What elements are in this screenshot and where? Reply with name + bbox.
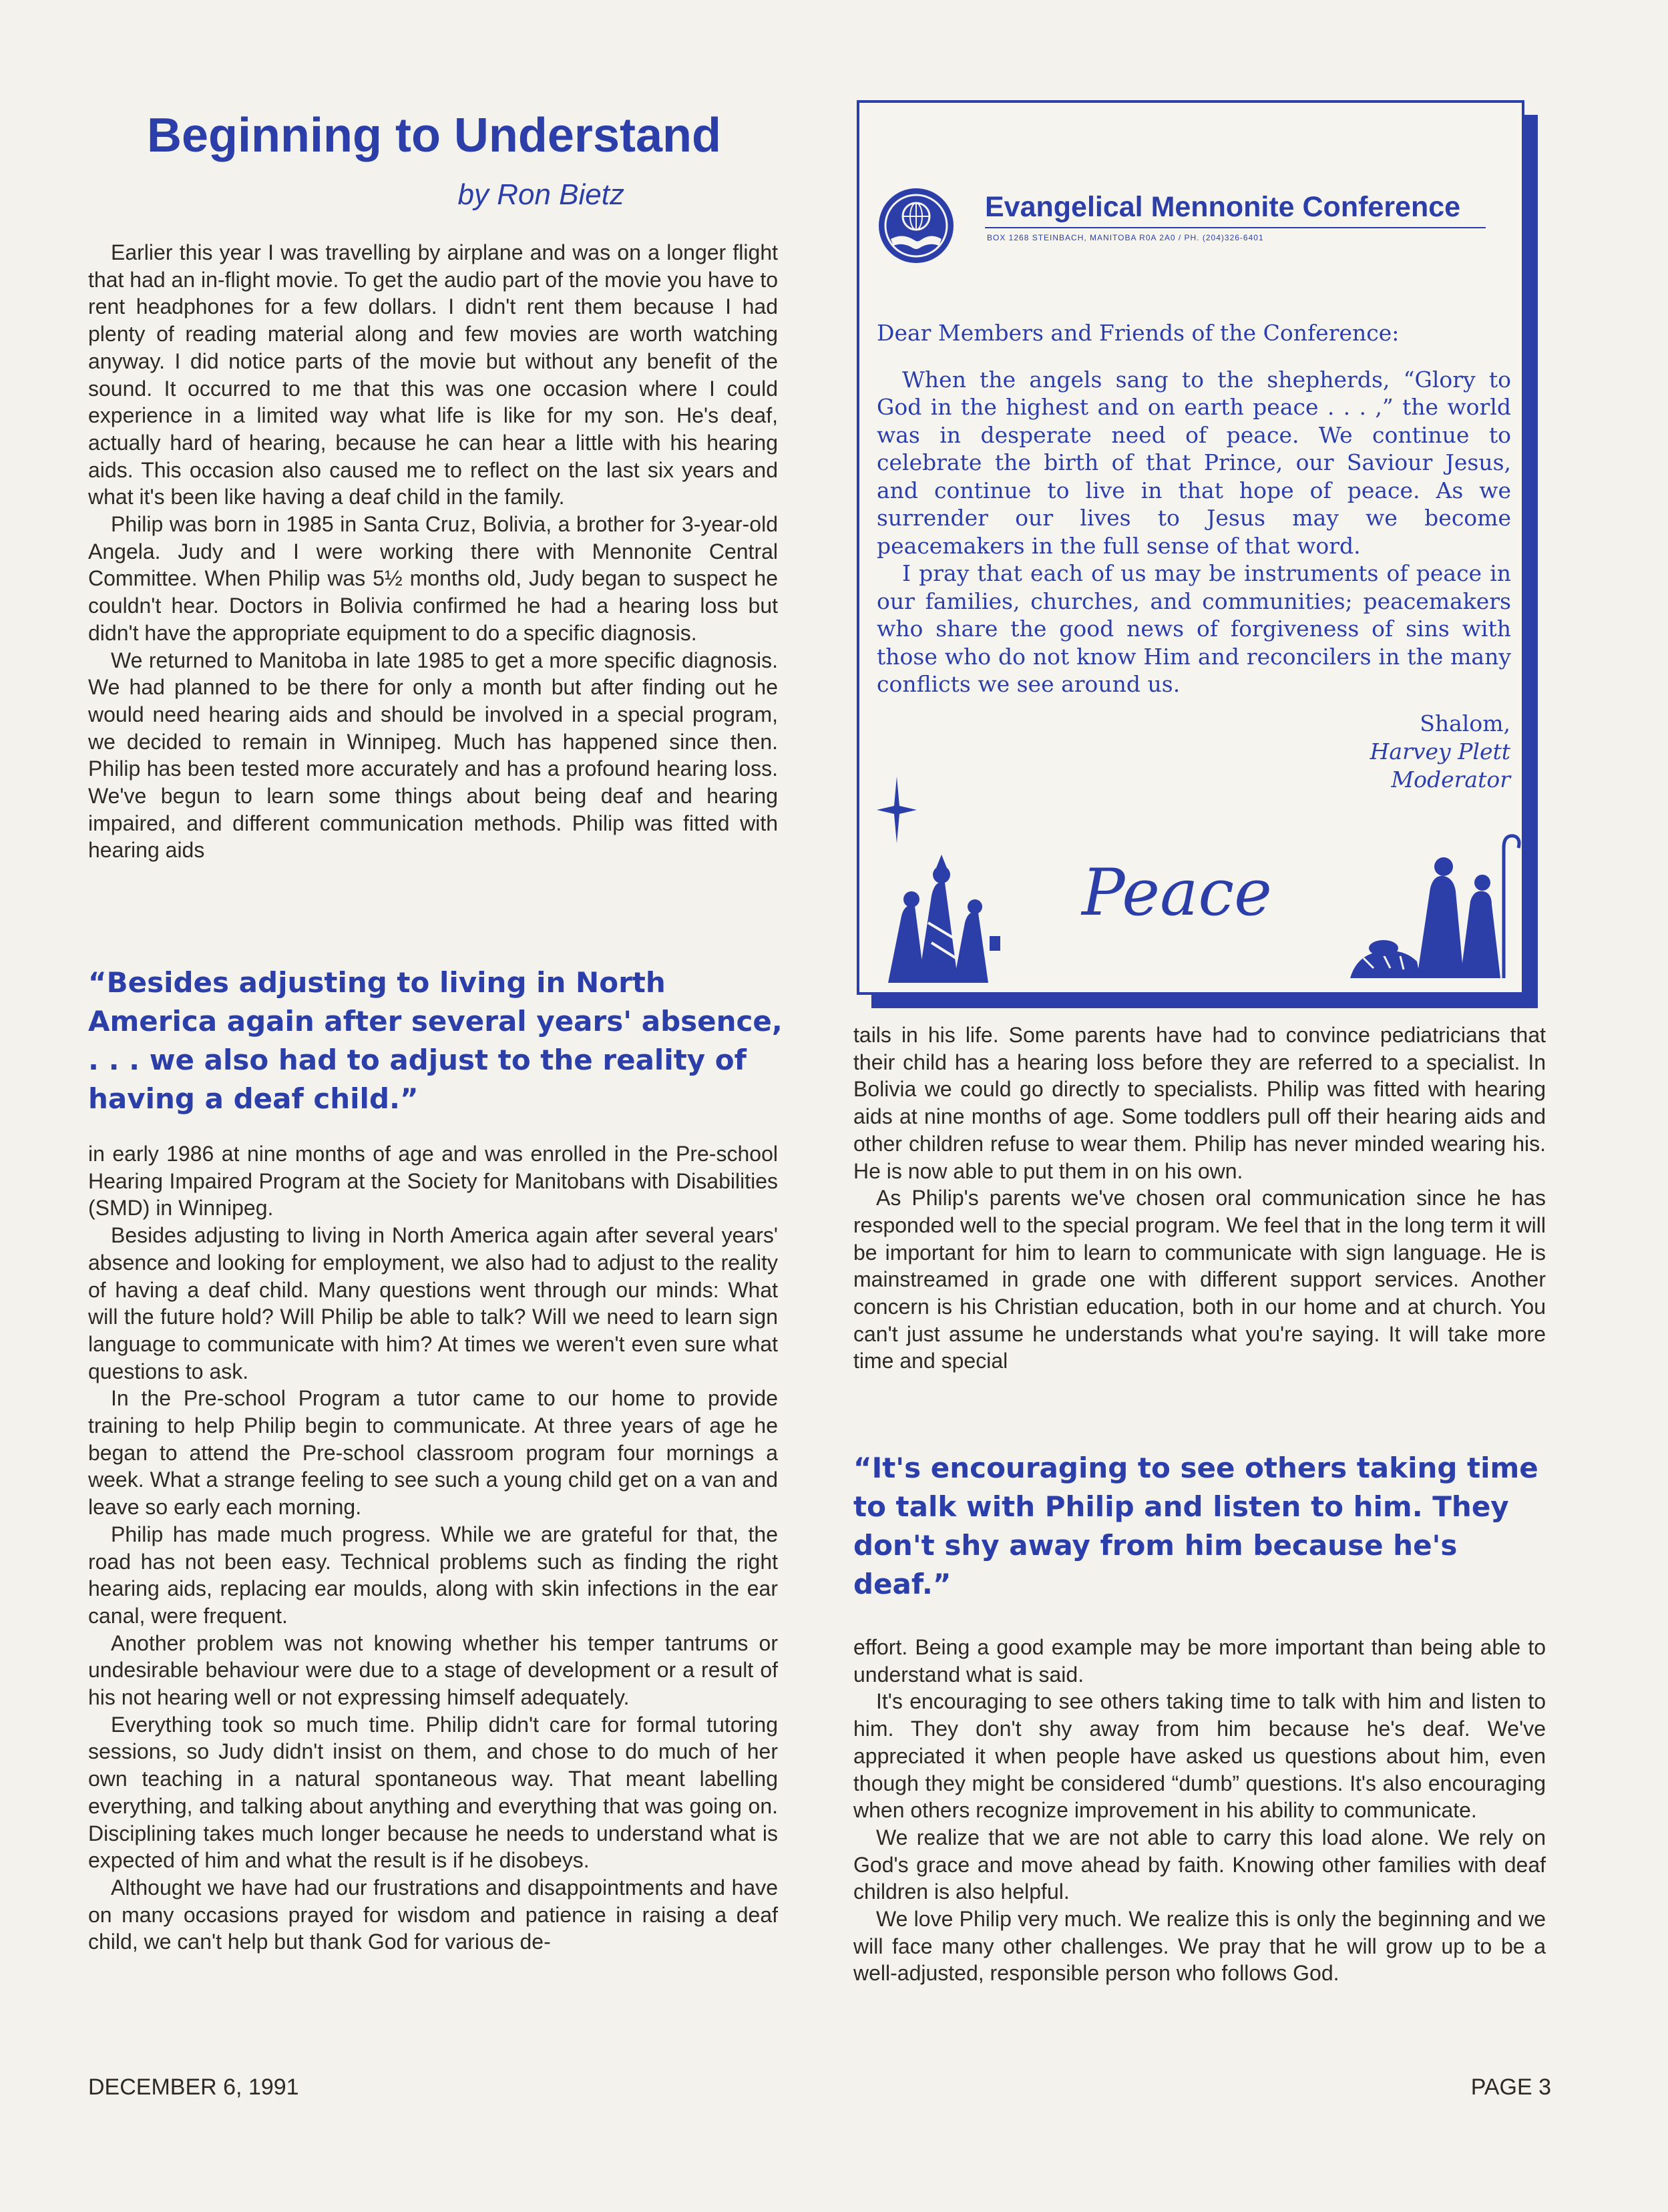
letter-signer: Harvey Plett: [1370, 738, 1510, 764]
letterhead-rule: [985, 227, 1486, 228]
paragraph: Althought we have had our frustrations and disappointments and have on many occasions prayed for wisdom and patience in raising a deaf child, we can't help but thank God for various de-: [88, 1875, 778, 1954]
conference-globe-logo-icon: [876, 186, 956, 266]
pull-quote-1: “Besides adjusting to living in North America again after several years' absence, . . . we also had to adjust to the reality of having a deaf child.”: [88, 966, 783, 1115]
conference-address: BOX 1268 STEINBACH, MANITOBA R0A 2A0 / PH. (204)326-6401: [987, 233, 1264, 242]
paragraph: As Philip's parents we've chosen oral communication since he has responded well to the special program. We feel that in the long term it will be important for him to learn to communicate with sign language. He is mainstreamed in grade one with different support services. Another concern is his Christian education, both in our home and at church. You can't just assume he understands what you're saying. It will take more time and special: [853, 1186, 1546, 1373]
paragraph: We returned to Manitoba in late 1985 to get a more specific diagnosis. We had planned to be there for only a month but after finding out he would need hearing aids and should be involved in a special program, we decided to remain in Winnipeg. Much has happened since then. Philip has been tested more accurately and has a profound hearing loss. We've begun to learn some things about being deaf and hearing impaired, and different communication methods. Philip was fitted with hearing aids: [88, 648, 778, 863]
paragraph: Besides adjusting to living in North America again after several years' absence and looking for employment, we also had to adjust to the reality of having a deaf child. Many questions went through our minds: What will the future hold? Will Philip be able to talk? Will we need to learn sign language to communicate with him? At times we weren't even sure what questions to ask.: [88, 1223, 778, 1383]
paragraph: In the Pre-school Program a tutor came to our home to provide training to help Philip begin to communicate. At three years of age he began to attend the Pre-school classroom program four mornings a week. What a strange feeling to see such a young child get on a van and leave so early each morning.: [88, 1386, 778, 1520]
conference-name: Evangelical Mennonite Conference: [985, 191, 1461, 223]
paragraph: We realize that we are not able to carry this load alone. We rely on God's grace and move ahead by faith. Knowing other families with deaf children is also helpful.: [853, 1825, 1546, 1904]
peace-script: Peace: [1082, 855, 1272, 930]
paragraph: Another problem was not knowing whether his temper tantrums or undesirable behaviour were due to a stage of development or a result of his not hearing well or not expressing himself adequately.: [88, 1630, 778, 1710]
paragraph: Earlier this year I was travelling by airplane and was on a longer flight that had an in-flight movie. To get the audio part of the movie you have to rent headphones for a few dollars. I didn't rent them because I had plenty of reading material along and few movies are worth watching anyway. I did notice parts of the movie but without any benefit of the sound. It occurred to me that this was one occasion where I could experience in a limited way what life is like for my son. He's deaf, actually hard of hearing, because he can hear a little with his hearing aids. This occasion also caused me to reflect on the last six years and what it's been like having a deaf child in the family.: [88, 240, 778, 509]
article-title: Beginning to Understand: [147, 109, 721, 162]
magi-illustration-icon: [875, 843, 1008, 989]
paragraph: Philip has made much progress. While we are grateful for that, the road has not been easy. Technical problems such as finding the right hearing aids, replacing ear moulds, along with skin infections in the ear canal, were frequent.: [88, 1522, 778, 1628]
paragraph: effort. Being a good example may be more important than being able to understand what is said.: [853, 1635, 1546, 1687]
paragraph: in early 1986 at nine months of age and was enrolled in the Pre-school Hearing Impaired Program at the Society for Manitobans with Disabilities (SMD) in Winnipeg.: [88, 1142, 778, 1221]
paragraph: Philip was born in 1985 in Santa Cruz, Bolivia, a brother for 3-year-old Angela. Judy and I were working there with Mennonite Central Committee. When Philip was 5½ months old, Judy began to suspect he couldn't hear. Doctors in Bolivia confirmed he had a hearing loss but didn't have the appropriate equipment to do a specific diagnosis.: [88, 512, 778, 645]
letter-signer-title: Moderator: [1391, 766, 1510, 793]
star-icon: [877, 777, 917, 843]
letter-signature: [1269, 710, 1510, 794]
paragraph: We love Philip very much. We realize this is only the beginning and we will face many other challenges. We pray that he will grow up to be a well-adjusted, responsible person who follows God.: [853, 1907, 1546, 1986]
paragraph: tails in his life. Some parents have had to convince pediatricians that their child has a hearing loss before they are referred to a specialist. In Bolivia we could go directly to specialists. Philip was fitted with hearing aids at nine months of age. Some toddlers pull off their hearing aids and other children refuse to wear them. Philip has never minded wearing his. He is now able to put them in on his own.: [853, 1023, 1546, 1183]
letter-box-shadow: [871, 995, 1538, 1008]
pull-quote-2: “It's encouraging to see others taking time to talk with Philip and listen to him. They don't shy away from him because he's deaf.”: [853, 1452, 1538, 1600]
nativity-illustration-icon: [1343, 828, 1524, 988]
right-column-bottom: [853, 1634, 1546, 1987]
paragraph: Everything took so much time. Philip didn't care for formal tutoring sessions, so Judy didn't insist on them, and chose to do much of her own teaching in a natural spontaneous way. That meant labelling everything, and talking about anything and everything that was going on. Disciplining takes much longer because he needs to understand what is expected of him and what the result is if he disobeys.: [88, 1712, 778, 1873]
left-column-top: [88, 239, 778, 864]
letter-paragraph: I pray that each of us may be instruments of peace in our families, churches, and communities; peacemakers who share the good news of forgiveness of sins with those who do not know Him and reconcilers in the many conflicts we see around us.: [877, 560, 1511, 697]
letter-body: [877, 319, 1511, 698]
paragraph: It's encouraging to see others taking time to talk with him and listen to him. They don't shy away from him because he's deaf. We've appreciated it when people have asked us questions about him, even though they might be considered “dumb” questions. It's also encouraging when others recognize improvement in his ability to communicate.: [853, 1689, 1546, 1823]
letter-salutation: Dear Members and Friends of the Conference:: [877, 320, 1400, 346]
article-byline: by Ron Bietz: [457, 178, 624, 211]
letter-box-shadow: [1524, 115, 1538, 1008]
footer-date: DECEMBER 6, 1991: [88, 2074, 299, 2100]
letter-paragraph: When the angels sang to the shepherds, “Glory to God in the highest and on earth peace . . . ,” the world was in desperate need of peace. We continue to celebrate the birth of that Prince, our Saviour Jesus, and continue to live in that hope of peace. As we surrender our lives to Jesus may we become peacemakers in the full sense of that word.: [877, 366, 1511, 559]
left-column-bottom: [88, 1140, 778, 1956]
footer-page-number: PAGE 3: [1470, 2074, 1551, 2100]
letter-closing: Shalom,: [1420, 710, 1510, 736]
right-column-top: [853, 1022, 1546, 1375]
